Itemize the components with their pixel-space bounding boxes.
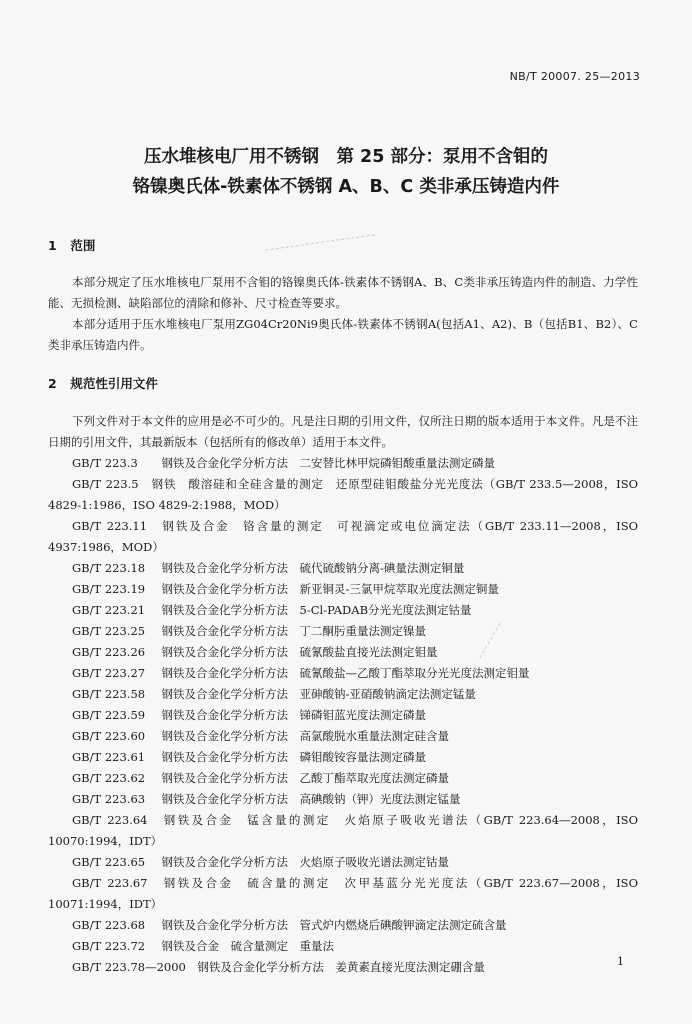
document-title-line-2: 铬镍奥氏体-铁素体不锈钢 A、B、C 类非承压铸造内件 [132, 177, 560, 197]
reference-item [48, 642, 638, 663]
reference-item [48, 684, 638, 705]
reference-title: 钢铁及合金化学分析方法 5-Cl-PADAB分光光度法测定钴量 [161, 603, 472, 617]
reference-item [48, 453, 638, 474]
paragraph: 本部分适用于压水堆核电厂泵用ZG04Cr20Ni9奥氏体-铁素体不锈钢A(包括A1、A2)、B（包括B1、B2）、C类非承压铸造内件。 [48, 317, 638, 352]
scan-artifact [265, 234, 374, 250]
reference-code: GB/T 223.21 [72, 603, 146, 617]
reference-item [48, 663, 638, 684]
reference-code: GB/T 223.18 [72, 561, 146, 575]
standard-code: NB/T 20007. 25—2013 [509, 70, 640, 83]
reference-title: 钢铁及合金 硫含量的测定 次甲基蓝分光光度法（GB/T 223.67—2008，ISO 10071:1994，IDT） [48, 876, 638, 911]
reference-item [48, 579, 638, 600]
reference-title: 钢铁及合金化学分析方法 乙酸丁酯萃取光度法测定磷量 [161, 771, 449, 785]
section-title: 范围 [70, 238, 96, 253]
reference-title: 钢铁及合金化学分析方法 管式炉内燃烧后碘酸钾滴定法测定硫含量 [161, 918, 507, 932]
reference-item [48, 516, 638, 558]
reference-code: GB/T 223.25 [72, 624, 146, 638]
reference-title: 钢铁及合金 硫含量测定 重量法 [161, 939, 334, 953]
paragraph: 本部分规定了压水堆核电厂泵用不含钼的铬镍奥氏体-铁素体不锈钢A、B、C类非承压铸造内件的制造、力学性能、无损检测、缺陷部位的清除和修补、尺寸检查等要求。 [48, 275, 638, 310]
reference-code: GB/T 223.27 [72, 666, 146, 680]
document-title-line-1: 压水堆核电厂用不锈钢 第 25 部分：泵用不含钼的 [143, 147, 549, 167]
page-number: 1 [617, 955, 624, 968]
reference-item [48, 558, 638, 579]
reference-code: GB/T 223.64 [72, 813, 148, 827]
reference-code: GB/T 223.3 [72, 456, 138, 470]
reference-item [48, 747, 638, 768]
reference-item [48, 705, 638, 726]
reference-title: 钢铁及合金 铬含量的测定 可视滴定或电位滴定法（GB/T 233.11—2008，ISO 4937:1986，MOD） [48, 519, 638, 554]
section-number: 2 [48, 376, 57, 391]
reference-title: 钢铁及合金化学分析方法 硫氰酸盐—乙酸丁酯萃取分光光度法测定钼量 [161, 666, 530, 680]
reference-code: GB/T 223.61 [72, 750, 146, 764]
reference-code: GB/T 223.65 [72, 855, 146, 869]
reference-item [48, 915, 638, 936]
reference-code: GB/T 223.58 [72, 687, 146, 701]
paragraph: 下列文件对于本文件的应用是必不可少的。凡是注日期的引用文件，仅所注日期的版本适用于本文件。凡是不注日期的引用文件，其最新版本（包括所有的修改单）适用于本文件。 [48, 414, 638, 449]
reference-code: GB/T 223.5 [72, 477, 139, 491]
reference-item [48, 621, 638, 642]
reference-item [48, 873, 638, 915]
reference-code: GB/T 223.72 [72, 939, 146, 953]
reference-item [48, 474, 638, 516]
reference-title: 钢铁及合金化学分析方法 新亚铜灵-三氯甲烷萃取光度法测定铜量 [161, 582, 499, 596]
reference-code: GB/T 223.26 [72, 645, 146, 659]
reference-item [48, 810, 638, 852]
reference-title: 钢铁及合金化学分析方法 高碘酸钠（钾）光度法测定锰量 [161, 792, 461, 806]
reference-list [48, 453, 638, 978]
reference-item [48, 789, 638, 810]
reference-code: GB/T 223.59 [72, 708, 146, 722]
reference-item [48, 936, 638, 957]
reference-title: 钢铁 酸溶硅和全硅含量的测定 还原型硅钼酸盐分光光度法（GB/T 233.5—2008，ISO 4829-1:1986，ISO 4829-2:1988，MOD） [48, 477, 638, 512]
reference-item [48, 852, 638, 873]
reference-title: 钢铁及合金化学分析方法 丁二酮肟重量法测定镍量 [161, 624, 426, 638]
reference-item [48, 957, 638, 978]
reference-code: GB/T 223.68 [72, 918, 146, 932]
reference-code: GB/T 223.78—2000 [72, 960, 186, 974]
reference-title: 钢铁及合金化学分析方法 高氯酸脱水重量法测定硅含量 [161, 729, 449, 743]
section-heading-scope [48, 236, 95, 254]
reference-item [48, 600, 638, 621]
reference-title: 钢铁及合金化学分析方法 硫氰酸盐直接光法测定钼量 [161, 645, 438, 659]
reference-code: GB/T 223.62 [72, 771, 146, 785]
reference-item [48, 726, 638, 747]
reference-title: 钢铁及合金化学分析方法 姜黄素直接光度法测定硼含量 [197, 960, 485, 974]
section-title: 规范性引用文件 [70, 376, 158, 391]
reference-code: GB/T 223.60 [72, 729, 146, 743]
reference-title: 钢铁及合金化学分析方法 二安替比林甲烷磷钼酸重量法测定磷量 [161, 456, 495, 470]
reference-code: GB/T 223.19 [72, 582, 146, 596]
reference-title: 钢铁及合金化学分析方法 亚砷酸钠-亚硝酸钠滴定法测定锰量 [161, 687, 476, 701]
section-number: 1 [48, 238, 57, 253]
reference-code: GB/T 223.67 [72, 876, 148, 890]
section-heading-normative-references [48, 374, 158, 392]
reference-code: GB/T 223.63 [72, 792, 146, 806]
reference-title: 钢铁及合金化学分析方法 硫代硫酸钠分离-碘量法测定铜量 [161, 561, 465, 575]
reference-item [48, 768, 638, 789]
reference-title: 钢铁及合金化学分析方法 锑磷钼蓝光度法测定磷量 [161, 708, 426, 722]
reference-title: 钢铁及合金化学分析方法 火焰原子吸收光谱法测定钴量 [161, 855, 449, 869]
reference-title: 钢铁及合金 锰含量的测定 火焰原子吸收光谱法（GB/T 223.64—2008，ISO 10070:1994，IDT） [48, 813, 638, 848]
reference-title: 钢铁及合金化学分析方法 磷钼酸铵容量法测定磷量 [161, 750, 426, 764]
reference-code: GB/T 223.11 [72, 519, 148, 533]
